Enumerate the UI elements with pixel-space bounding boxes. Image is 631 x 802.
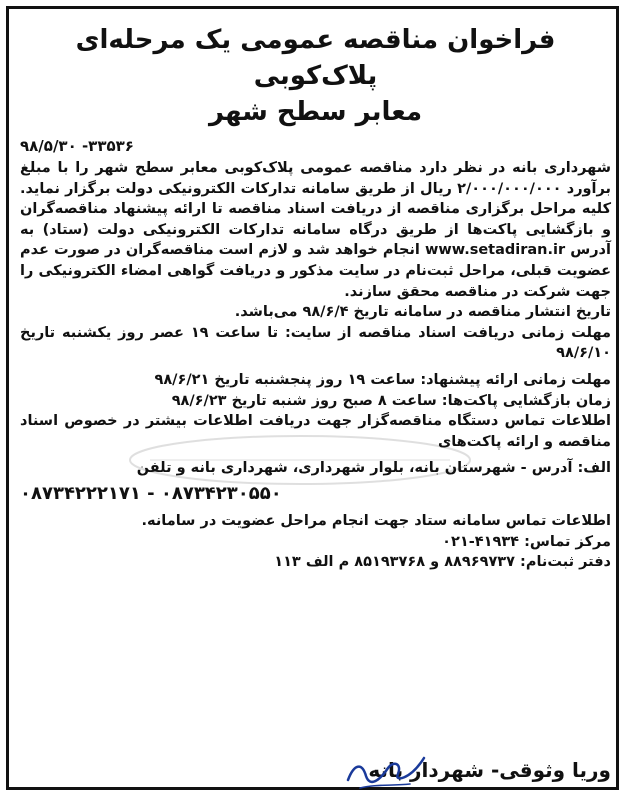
opening-time: زمان بازگشایی پاکت‌ها: ساعت ۸ صبح روز شنبه تاریخ ۹۸/۶/۲۳	[171, 392, 611, 409]
notice-title-line1: فراخوان مناقصه عمومی یک مرحله‌ای پلاک‌کوبی	[75, 25, 556, 91]
setad-contact: اطلاعات تماس سامانه ستاد جهت انجام مراحل عضویت در سامانه.	[141, 512, 611, 529]
contact-phones: ۰۸۷۳۴۲۲۲۱۷۱ - ۰۸۷۳۴۲۳۰۵۵۰	[20, 482, 282, 504]
notice-body-part2: انجام خواهد شد و لازم است مناقصه‌گران در صورت عدم عضویت قبلی، مراحل ثبت‌نام در سایت مذکور و دریافت گواهی امضاء الکترونیکی را جهت شرکت در مناقصه محقق سازند.	[20, 242, 611, 300]
deadline-proposal: مهلت زمانی ارائه پیشنهاد: ساعت ۱۹ روز پنجشنبه تاریخ ۹۸/۶/۲۱	[154, 371, 611, 388]
handwritten-signature-icon	[340, 750, 430, 794]
deadline-documents: مهلت زمانی دریافت اسناد مناقصه از سایت: تا ساعت ۱۹ عصر روز یکشنبه تاریخ ۹۸/۶/۱۰	[20, 324, 611, 362]
tender-notice	[20, 22, 611, 573]
notice-reference: ۹۸/۵/۳۰ -۳۳۵۳۶	[20, 137, 134, 155]
setad-website-link[interactable]: www.setadiran.ir	[424, 242, 566, 259]
notice-title-line2: معابر سطح شهر	[208, 97, 423, 127]
contact-address: الف: آدرس - شهرستان بانه، بلوار شهرداری، شهرداری بانه و تلفن	[136, 460, 611, 477]
contact-intro: اطلاعات تماس دستگاه مناقصه‌گزار جهت دریافت اطلاعات بیشتر در خصوص اسناد مناقصه و ارائه پاکت‌های	[20, 413, 611, 450]
signature-row	[20, 756, 611, 786]
call-center: مرکز تماس: ۴۱۹۳۴-۰۲۱	[442, 533, 611, 550]
notice-body-part1: شهرداری بانه در نظر دارد مناقصه عمومی پلاک‌کوبی معابر سطح شهر را با مبلغ برآورد ۲/۰۰۰/۰۰۰/۰۰۰ ریال از طریق سامانه تدارکات الکترونیکی دولت برگزار نماید. کلیه مراحل برگزاری مناقصه از دریافت اسناد مناقصه تا ارائه پیشنهاد مناقصه‌گران و بازگشایی پاکت‌ها از طریق درگاه سامانه تدارکات الکترونیکی دولت (ستاد) به آدرس	[20, 160, 611, 259]
registration-office: دفتر ثبت‌نام: ۸۸۹۶۹۷۳۷ و ۸۵۱۹۳۷۶۸ م الف ۱۱۳	[274, 554, 611, 571]
notice-body	[20, 158, 611, 302]
publish-date: تاریخ انتشار مناقصه در سامانه تاریخ ۹۸/۶/۴ می‌باشد.	[234, 304, 611, 321]
signer-name: وریا وثوقی- شهردار بانه	[368, 758, 611, 782]
